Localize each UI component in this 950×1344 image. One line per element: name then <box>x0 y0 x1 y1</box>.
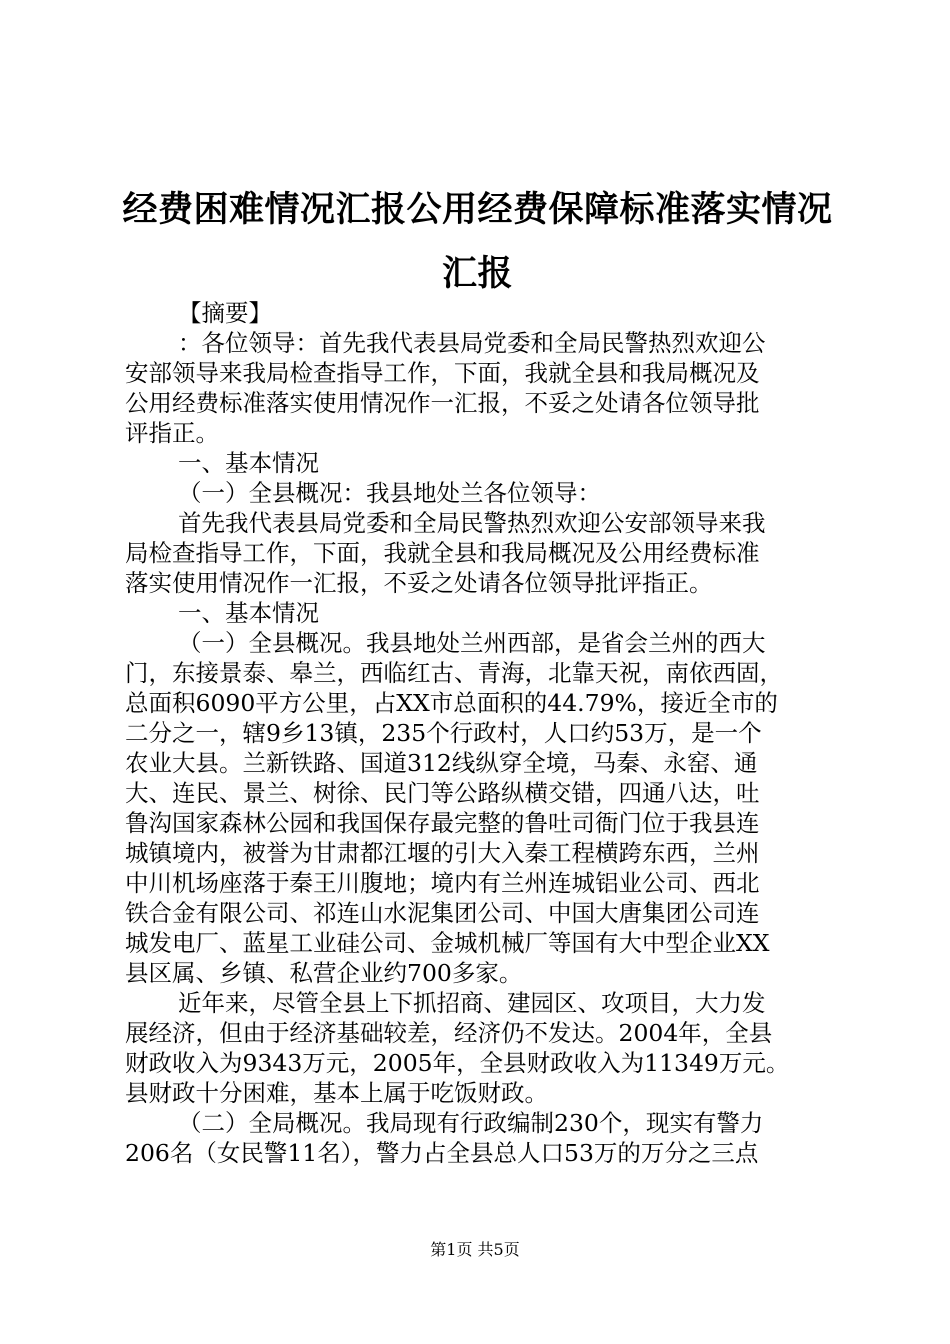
body-line-text: 首先我代表县局党委和全局民警热烈欢迎公安部领导来我 <box>178 509 766 537</box>
body-line <box>125 418 835 448</box>
body-line <box>125 808 835 838</box>
body-line <box>125 568 835 598</box>
body-line-text: 财政收入为9343万元，2005年，全县财政收入为11349万元。 <box>125 1049 790 1077</box>
body-line <box>125 688 835 718</box>
body-line-text: （一）全县概况：我县地处兰各位领导： <box>178 479 601 507</box>
body-line <box>125 748 835 778</box>
body-line-text: 评指正。 <box>125 419 219 447</box>
title-line-1: 经费困难情况汇报公用经费保障标准落实情况 <box>122 189 833 230</box>
body-line-text: 一、基本情况 <box>178 599 319 627</box>
body-line <box>125 778 835 808</box>
body-line-text: 安部领导来我局检查指导工作，下面，我就全县和我局概况及 <box>125 359 760 387</box>
body-line-text: 二分之一，辖9乡13镇，235个行政村，人口约53万，是一个 <box>125 719 762 747</box>
body-line-text: 城镇境内，被誉为甘肃都江堰的引大入秦工程横跨东西，兰州 <box>125 839 760 867</box>
body-line <box>125 838 835 868</box>
body-line <box>125 988 835 1018</box>
body-line <box>125 1078 835 1108</box>
body-line <box>125 1138 835 1168</box>
body-line <box>125 868 835 898</box>
body-line <box>125 538 835 568</box>
body-line-text: 中川机场座落于秦王川腹地；境内有兰州连城铝业公司、西北 <box>125 869 760 897</box>
body-line-text: 206名（女民警11名），警力占全县总人口53万的万分之三点 <box>125 1139 759 1167</box>
body-line <box>125 508 835 538</box>
body-line-text: （二）全局概况。我局现有行政编制230个，现实有警力 <box>178 1109 764 1137</box>
document-title <box>120 178 835 306</box>
body-line-text: 门，东接景泰、皋兰，西临红古、青海，北靠天祝，南依西固， <box>125 659 783 687</box>
body-line-text: 城发电厂、蓝星工业硅公司、金城机械厂等国有大中型企业XX <box>125 929 770 957</box>
body-line <box>125 898 835 928</box>
body-line <box>125 1108 835 1138</box>
body-line <box>125 628 835 658</box>
body-line-text: 铁合金有限公司、祁连山水泥集团公司、中国大唐集团公司连 <box>125 899 760 927</box>
body-line <box>125 358 835 388</box>
body-line <box>125 658 835 688</box>
body-line <box>125 598 835 628</box>
page-footer: 第1页 共5页 <box>430 1240 520 1259</box>
body-line <box>125 478 835 508</box>
body-line <box>125 958 835 988</box>
body-line-text: 总面积6090平方公里，占XX市总面积的44.79%，接近全市的 <box>125 689 778 717</box>
body-line-text: 展经济，但由于经济基础较差，经济仍不发达。2004年，全县 <box>125 1019 773 1047</box>
document-body <box>125 298 835 1168</box>
body-line-text: 一、基本情况 <box>178 449 319 477</box>
body-line-text: 落实使用情况作一汇报，不妥之处请各位领导批评指正。 <box>125 569 713 597</box>
body-line-text: 县财政十分困难，基本上属于吃饭财政。 <box>125 1079 548 1107</box>
body-line-text: 鲁沟国家森林公园和我国保存最完整的鲁吐司衙门位于我县连 <box>125 809 760 837</box>
body-line <box>125 928 835 958</box>
body-line-text: 县区属、乡镇、私营企业约700多家。 <box>125 959 523 987</box>
body-line-text: ：各位领导：首先我代表县局党委和全局民警热烈欢迎公 <box>178 329 766 357</box>
body-line <box>125 1018 835 1048</box>
body-line-text: 局检查指导工作，下面，我就全县和我局概况及公用经费标准 <box>125 539 760 567</box>
body-line-text: 农业大县。兰新铁路、国道312线纵穿全境，马秦、永窑、通 <box>125 749 758 777</box>
body-line-text: 【摘要】 <box>178 299 272 327</box>
title-line-2: 汇报 <box>441 253 513 294</box>
body-line-text: 公用经费标准落实使用情况作一汇报，不妥之处请各位领导批 <box>125 389 760 417</box>
body-line <box>125 718 835 748</box>
body-line <box>125 298 835 328</box>
body-line-text: 近年来，尽管全县上下抓招商、建园区、攻项目，大力发 <box>178 989 766 1017</box>
body-line-text: 大、连民、景兰、树徐、民门等公路纵横交错，四通八达，吐 <box>125 779 760 807</box>
body-line <box>125 1048 835 1078</box>
body-line <box>125 448 835 478</box>
body-line <box>125 388 835 418</box>
body-line <box>125 328 835 358</box>
body-line-text: （一）全县概况。我县地处兰州西部，是省会兰州的西大 <box>178 629 766 657</box>
